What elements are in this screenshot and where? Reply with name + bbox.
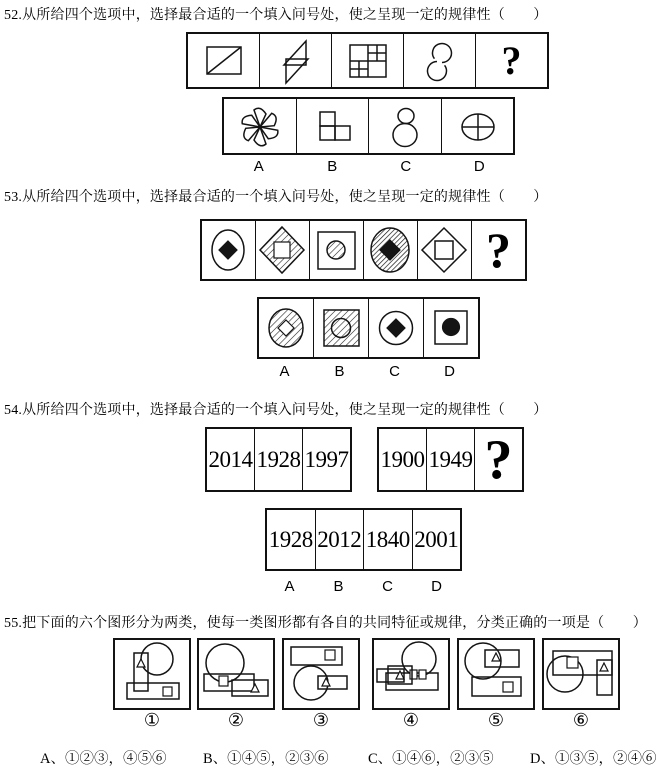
- year-cell: [207, 429, 254, 490]
- l-tromino-squares-icon: [297, 99, 368, 153]
- figure-label: ⑤: [487, 710, 505, 731]
- square-hatched-circle-icon: [310, 221, 363, 279]
- answer-label: A: [253, 158, 264, 175]
- q55-option-a: A、①②③，④⑤⑥: [40, 751, 167, 767]
- hatched-square-circle-icon: [314, 299, 368, 357]
- year-value: 2014: [208, 446, 253, 472]
- year-cell: [379, 429, 426, 490]
- q55-figure-6: [542, 638, 620, 710]
- answer-cell: [441, 99, 514, 153]
- answer-label: B: [333, 578, 344, 595]
- question-mark-cell: ?: [475, 34, 547, 87]
- answer-cell: [363, 510, 412, 569]
- year-value: 2001: [414, 526, 459, 552]
- year-value: 1928: [256, 446, 301, 472]
- answer-cell: [315, 510, 364, 569]
- q55-option-c: C、①④⑥，②③⑤: [368, 751, 494, 767]
- q53-sequence-strip: [200, 219, 527, 281]
- answer-cell: [412, 510, 461, 569]
- composite-figure-6-icon: [542, 638, 620, 710]
- q55-figure-3: [282, 638, 360, 710]
- diamond-white-square-icon: [418, 221, 471, 279]
- composite-figure-2-icon: [197, 638, 275, 710]
- q54-answer-strip: [265, 508, 462, 571]
- answer-label: D: [473, 158, 485, 175]
- composite-figure-5-icon: [457, 638, 535, 710]
- answer-label: B: [334, 363, 345, 380]
- figure-label: ①: [143, 710, 161, 731]
- year-value: 1949: [428, 446, 473, 472]
- year-value: 2012: [317, 526, 362, 552]
- sequence-cell: [403, 34, 475, 87]
- q54-answer-labels: [265, 578, 461, 595]
- circle-black-diamond-icon: [369, 299, 423, 357]
- year-cell: [254, 429, 302, 490]
- answer-label: A: [284, 578, 295, 595]
- answer-cell: [368, 299, 423, 357]
- answer-label: A: [279, 363, 290, 380]
- answer-cell: [368, 99, 441, 153]
- ellipse-cross-icon: [442, 99, 513, 153]
- sequence-cell: [331, 34, 403, 87]
- year-value: 1840: [365, 526, 410, 552]
- year-value: 1997: [304, 446, 349, 472]
- question-mark-cell: ?: [474, 429, 522, 490]
- q52-answer-strip: [222, 97, 515, 155]
- q55-figure-labels: [113, 710, 623, 731]
- question-54-prompt: 54.从所给四个选项中，选择最合适的一个填入问号处，使之呈现一定的规律性（ ）: [4, 403, 548, 418]
- ellipse-black-diamond-icon: [202, 221, 255, 279]
- q52-sequence-strip: [186, 32, 549, 89]
- pinwheel-icon: [224, 99, 295, 153]
- answer-cell: [267, 510, 315, 569]
- answer-label: C: [382, 578, 393, 595]
- question-53-prompt: 53.从所给四个选项中，选择最合适的一个填入问号处，使之呈现一定的规律性（ ）: [4, 190, 548, 205]
- question-52-prompt: 52.从所给四个选项中，选择最合适的一个填入问号处，使之呈现一定的规律性（ ）: [4, 8, 548, 23]
- answer-cell: [313, 299, 368, 357]
- answer-cell: [259, 299, 313, 357]
- answer-cell: [224, 99, 296, 153]
- sequence-cell: [202, 221, 255, 279]
- figure-label: ⑥: [572, 710, 590, 731]
- year-cell: [302, 429, 350, 490]
- sequence-cell: [309, 221, 363, 279]
- q55-option-d: D、①③⑤，②④⑥: [530, 751, 657, 767]
- sequence-cell: [259, 34, 331, 87]
- q55-figure-4: [372, 638, 450, 710]
- q53-answer-strip: [257, 297, 480, 359]
- sequence-cell: [188, 34, 259, 87]
- sequence-cell: [363, 221, 417, 279]
- figure-label: ④: [402, 710, 420, 731]
- q55-option-b: B、①④⑤，②③⑥: [203, 751, 329, 767]
- hatched-ellipse-white-diamond-icon: [259, 299, 313, 357]
- q53-answer-labels: [257, 363, 477, 380]
- question-mark-cell: ?: [471, 221, 525, 279]
- composite-figure-1-icon: [113, 638, 191, 710]
- s-curve-icon: [404, 34, 475, 87]
- q52-answer-labels: [222, 158, 516, 175]
- figure-label: ③: [312, 710, 330, 731]
- q55-figure-1: [113, 638, 191, 710]
- answer-label: C: [400, 158, 412, 175]
- square-black-circle-icon: [424, 299, 478, 357]
- snowman-circles-icon: [369, 99, 440, 153]
- question-55-prompt: 55.把下面的六个图形分为两类，使每一类图形都有各自的共同特征或规律，分类正确的一项是（ ）: [4, 616, 647, 631]
- sequence-cell: [417, 221, 471, 279]
- lightning-bolt-icon: [260, 34, 331, 87]
- answer-cell: [423, 299, 478, 357]
- answer-label: B: [327, 158, 338, 175]
- q55-figure-2: [197, 638, 275, 710]
- q55-figure-5: [457, 638, 535, 710]
- partitioned-grid-square-icon: [332, 34, 403, 87]
- sequence-cell: [255, 221, 309, 279]
- composite-figure-4-icon: [372, 638, 450, 710]
- answer-label: C: [389, 363, 400, 380]
- answer-cell: [296, 99, 369, 153]
- figure-label: ②: [227, 710, 245, 731]
- hatched-ellipse-black-diamond-icon: [364, 221, 417, 279]
- q54-group1-strip: [205, 427, 352, 492]
- year-cell: [426, 429, 474, 490]
- answer-label: D: [431, 578, 442, 595]
- year-value: 1928: [268, 526, 313, 552]
- hatched-diamond-white-square-icon: [256, 221, 309, 279]
- diagonal-rectangle-icon: [188, 34, 259, 87]
- q54-group2-strip: [377, 427, 524, 492]
- answer-label: D: [444, 363, 455, 380]
- composite-figure-3-icon: [282, 638, 360, 710]
- year-value: 1900: [380, 446, 425, 472]
